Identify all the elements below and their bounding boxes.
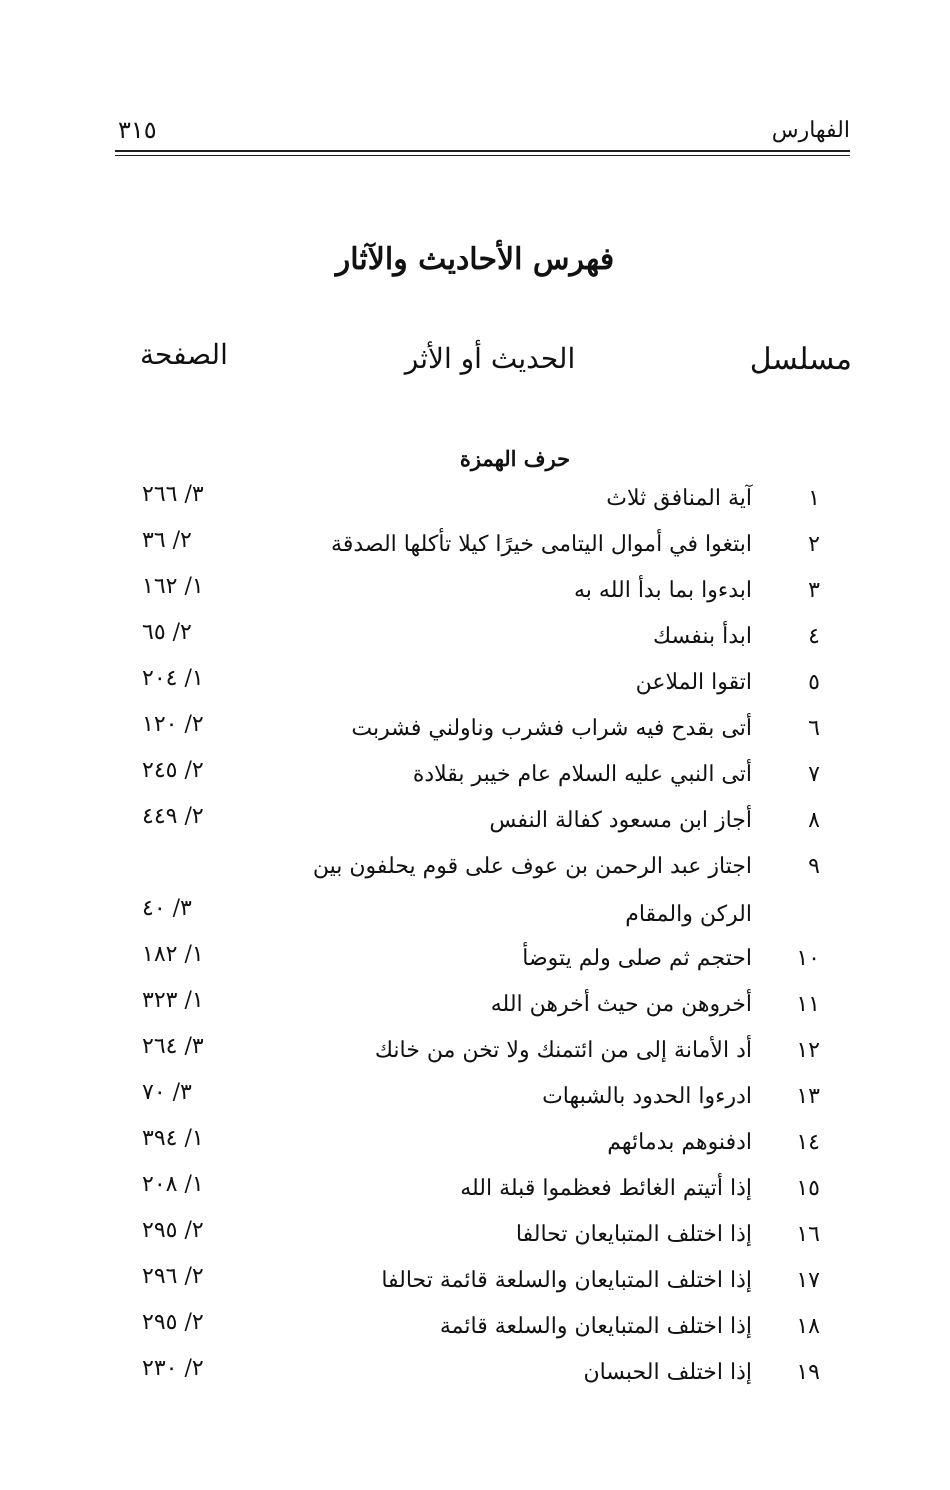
entry-text: ابتغوا في أموال اليتامى خيرًا كيلا تأكلها الصدقة xyxy=(331,532,752,557)
entry-page-ref: ١/ ٢٠٨ xyxy=(142,1172,204,1197)
entry-row xyxy=(0,1262,950,1306)
entry-page-ref: ١/ ٢٠٤ xyxy=(142,666,204,691)
entry-text: أتى النبي عليه السلام عام خيبر بقلادة xyxy=(412,762,752,787)
entry-text: أد الأمانة إلى من ائتمنك ولا تخن من خانك xyxy=(374,1038,752,1063)
entry-page-ref: ٢/ ٢٩٥ xyxy=(142,1218,204,1243)
entry-row xyxy=(0,664,950,708)
entry-number: ١٧ xyxy=(796,1268,820,1293)
entry-page-ref: ٣/ ٧٠ xyxy=(142,1080,192,1105)
entry-number: ١٥ xyxy=(796,1176,820,1201)
column-header-hadith: الحديث أو الأثر xyxy=(404,342,576,375)
entry-page-ref: ٢/ ٢٩٦ xyxy=(142,1264,204,1289)
entry-text: اجتاز عبد الرحمن بن عوف على قوم يحلفون بين xyxy=(312,854,752,879)
entry-number: ٩ xyxy=(808,854,820,879)
entry-number: ١٦ xyxy=(796,1222,820,1247)
entry-page-ref: ٣/ ٢٦٦ xyxy=(142,482,204,507)
entry-row xyxy=(0,1354,950,1398)
entry-number: ٥ xyxy=(808,670,820,695)
entry-number: ١١ xyxy=(796,992,820,1017)
entry-text: أتى بقدح فيه شراب فشرب وناولني فشربت xyxy=(351,716,752,741)
entry-number: ٤ xyxy=(808,624,820,649)
entry-row xyxy=(0,940,950,984)
entry-row xyxy=(0,1032,950,1076)
entry-row xyxy=(0,1124,950,1168)
entry-text: ابدأ بنفسك xyxy=(653,624,752,649)
entry-text: أجاز ابن مسعود كفالة النفس xyxy=(489,808,752,833)
column-header-serial: مسلسل xyxy=(749,342,852,377)
entry-number: ١ xyxy=(808,486,820,511)
entry-number: ١٠ xyxy=(796,946,820,971)
entry-number: ١٢ xyxy=(796,1038,820,1063)
entry-row xyxy=(0,756,950,800)
entry-text: إذا اختلف المتبايعان والسلعة قائمة xyxy=(439,1314,752,1339)
header-rule-thin xyxy=(115,155,850,156)
entry-row xyxy=(0,710,950,754)
entry-page-ref: ١/ ١٦٢ xyxy=(142,574,204,599)
entry-page-ref: ١/ ١٨٢ xyxy=(142,942,204,967)
entry-number: ٨ xyxy=(808,808,820,833)
entry-row xyxy=(0,480,950,524)
running-title: الفهارس xyxy=(771,118,850,143)
entry-row xyxy=(0,526,950,570)
entry-number: ١٨ xyxy=(796,1314,820,1339)
column-header-page: الصفحة xyxy=(140,338,228,371)
entry-number: ٣ xyxy=(808,578,820,603)
entry-text: احتجم ثم صلى ولم يتوضأ xyxy=(522,946,752,971)
entry-page-ref: ٢/ ٦٥ xyxy=(142,620,192,645)
entry-row xyxy=(0,1078,950,1122)
entry-page-ref: ٣/ ٢٦٤ xyxy=(142,1034,204,1059)
entry-number: ٦ xyxy=(808,716,820,741)
entry-row xyxy=(0,986,950,1030)
entry-text-continued: الركن والمقام xyxy=(625,902,752,927)
entry-row xyxy=(0,1308,950,1352)
entry-text: ابدءوا بما بدأ الله به xyxy=(574,578,752,603)
entry-number: ١٩ xyxy=(796,1360,820,1385)
entry-page-ref: ٢/ ٢٣٠ xyxy=(142,1356,204,1381)
entry-number: ١٤ xyxy=(796,1130,820,1155)
entry-row xyxy=(0,1216,950,1260)
entry-text: أخروهن من حيث أخرهن الله xyxy=(490,992,752,1017)
entry-text: ادرءوا الحدود بالشبهات xyxy=(542,1084,752,1109)
entry-page-ref: ٢/ ٢٤٥ xyxy=(142,758,204,783)
page-number: ٣١٥ xyxy=(118,116,157,144)
entry-page-ref: ١/ ٣٢٣ xyxy=(142,988,204,1013)
entry-page-ref: ٢/ ٣٦ xyxy=(142,528,192,553)
entry-row xyxy=(0,618,950,662)
entry-page-ref: ١/ ٣٩٤ xyxy=(142,1126,204,1151)
entry-row xyxy=(0,802,950,846)
entry-page-ref: ٢/ ٢٩٥ xyxy=(142,1310,204,1335)
entry-text: إذا اختلف المتبايعان والسلعة قائمة تحالفا xyxy=(381,1268,752,1293)
entry-row xyxy=(0,1170,950,1214)
entry-page-ref: ٢/ ١٢٠ xyxy=(142,712,204,737)
entry-row xyxy=(0,848,950,940)
entry-text: آية المنافق ثلاث xyxy=(606,486,752,511)
entry-page-ref: ٢/ ٤٤٩ xyxy=(142,804,204,829)
entry-number: ٢ xyxy=(808,532,820,557)
entry-text: إذا أتيتم الغائط فعظموا قبلة الله xyxy=(460,1176,752,1201)
entry-number: ١٣ xyxy=(796,1084,820,1109)
section-title: حرف الهمزة xyxy=(459,446,571,471)
entry-text: ادفنوهم بدمائهم xyxy=(607,1130,752,1155)
header-rule-thick xyxy=(115,150,850,152)
entry-number: ٧ xyxy=(808,762,820,787)
index-title: فهرس الأحاديث والآثار xyxy=(335,242,615,277)
entry-text: إذا اختلف المتبايعان تحالفا xyxy=(515,1222,752,1247)
entry-text: اتقوا الملاعن xyxy=(635,670,752,695)
entry-text: إذا اختلف الحبسان xyxy=(583,1360,752,1385)
entry-page-ref: ٣/ ٤٠ xyxy=(142,896,192,921)
entry-row xyxy=(0,572,950,616)
